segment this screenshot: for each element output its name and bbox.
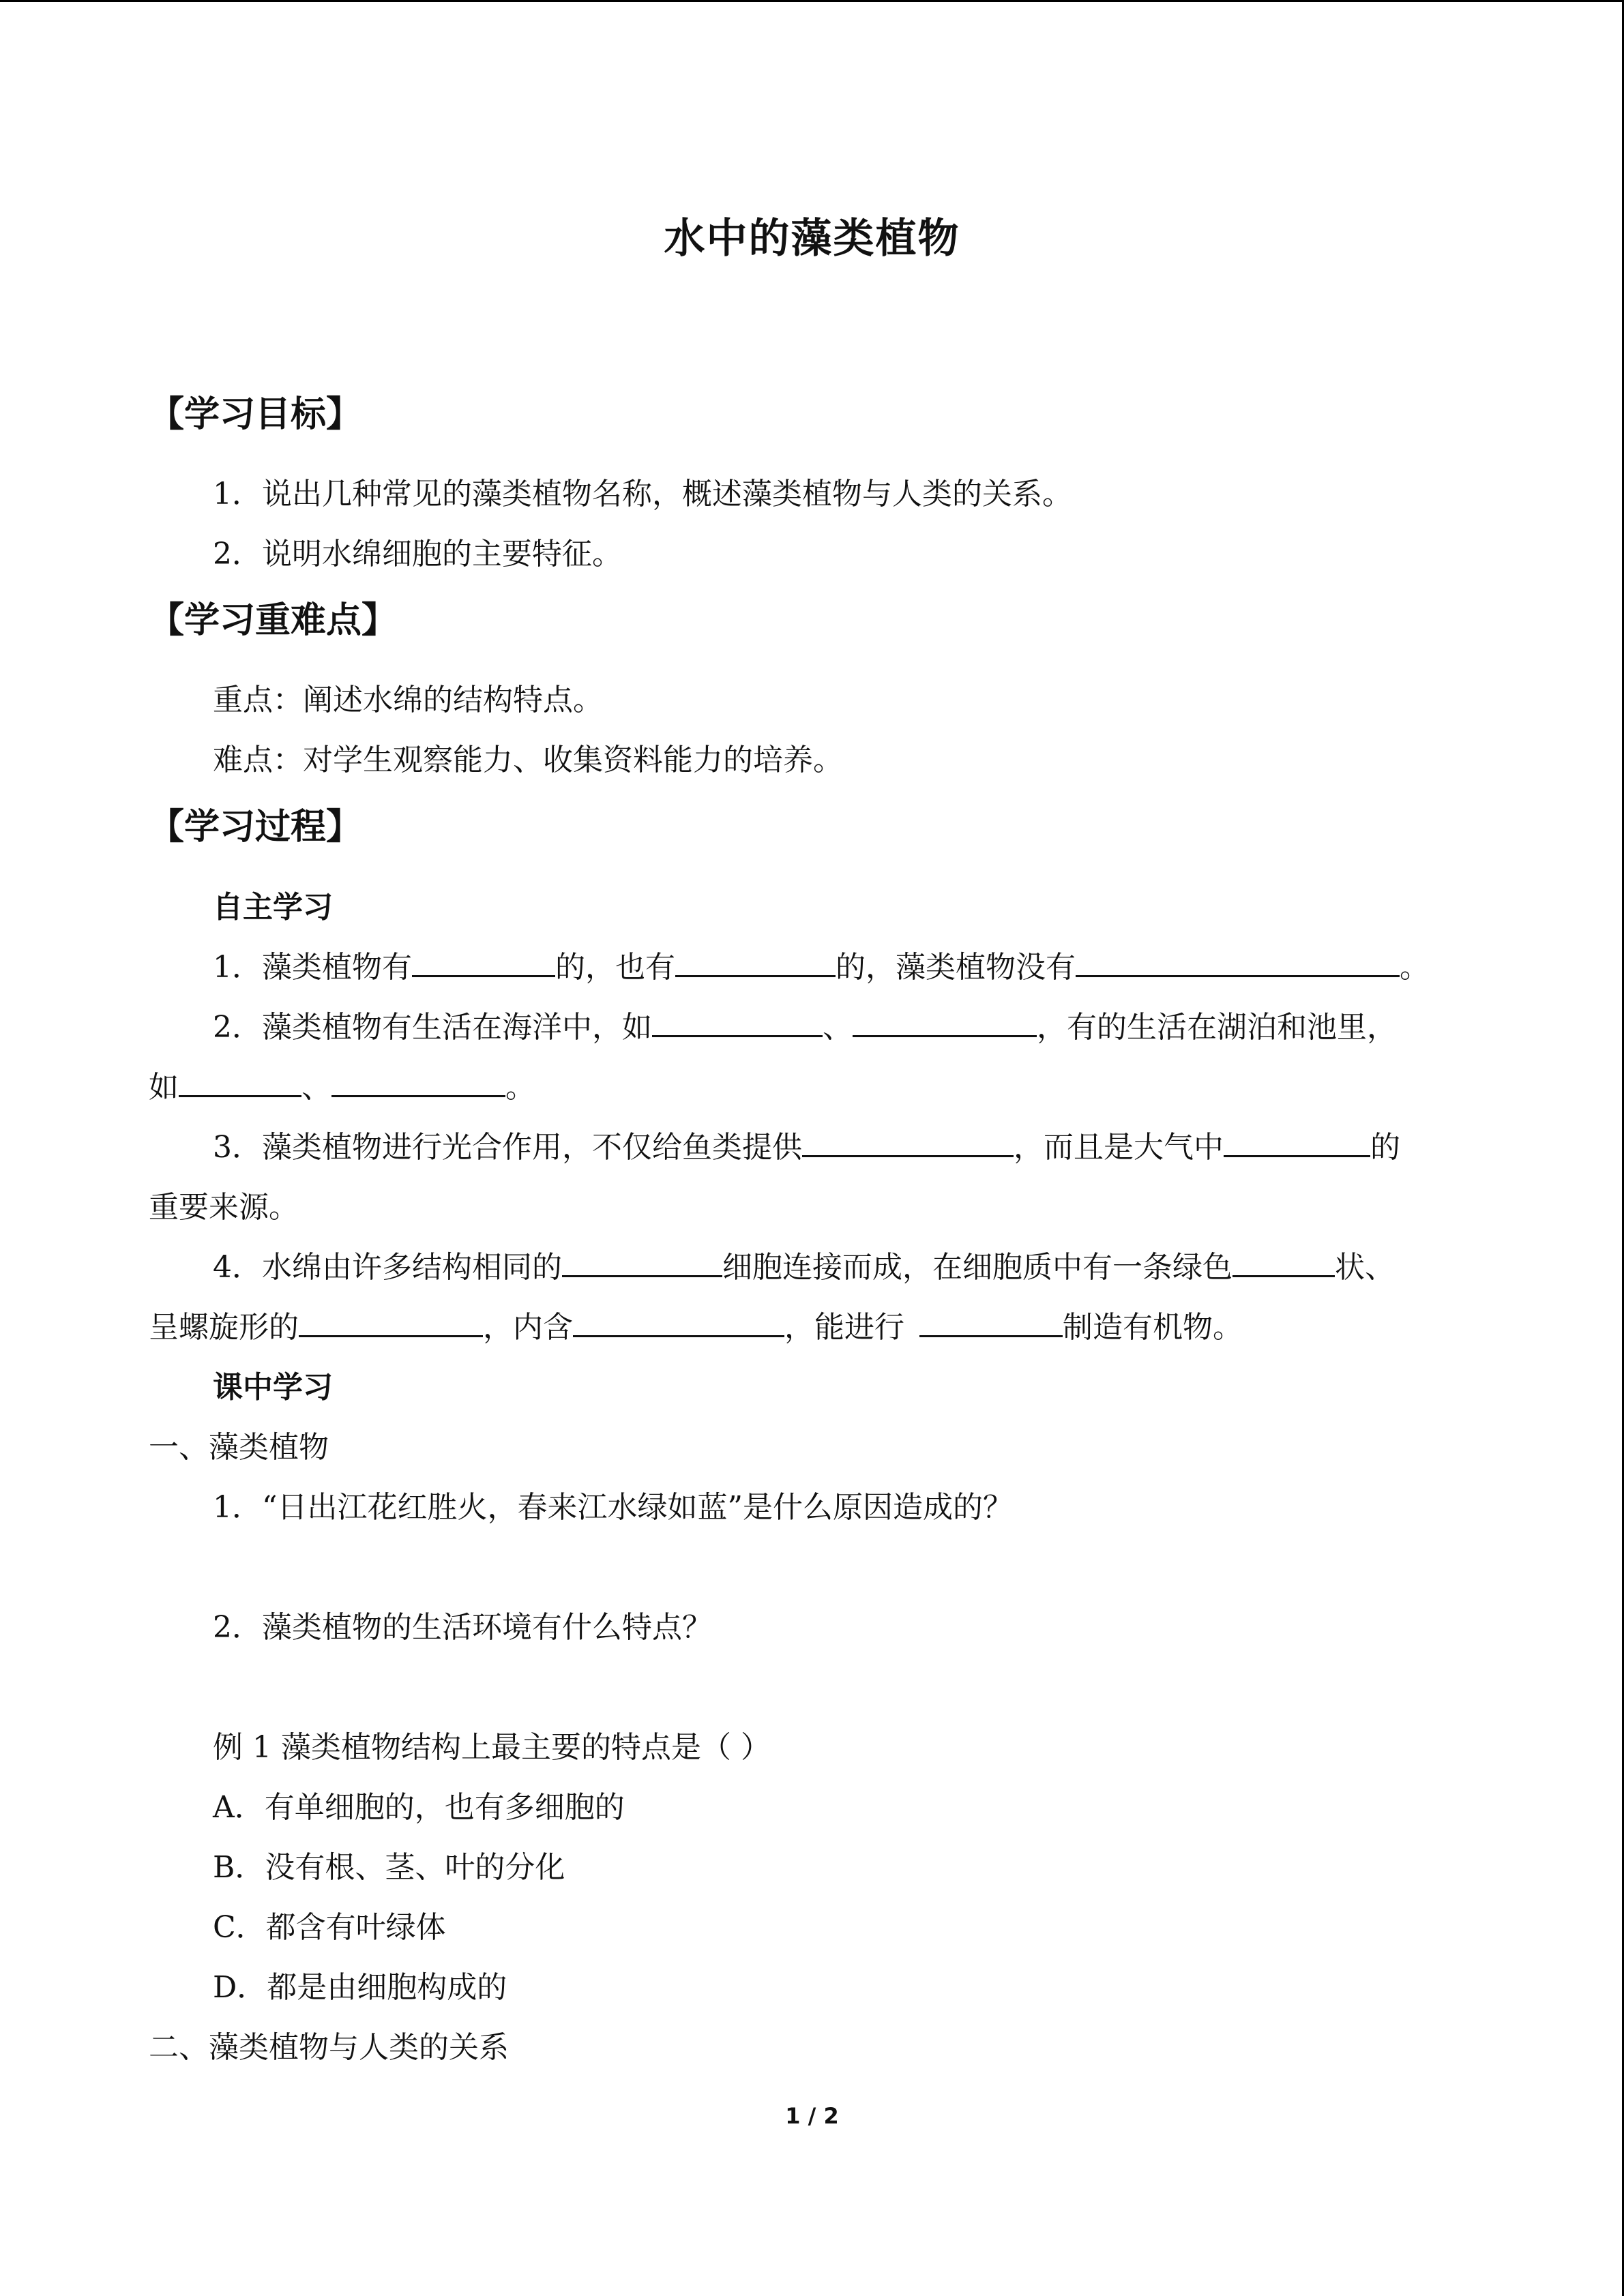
- answer-blank[interactable]: [919, 1308, 1063, 1337]
- answer-blank[interactable]: [562, 1248, 722, 1277]
- page-number: 1 / 2: [785, 2103, 839, 2129]
- q4-text-c: 状、: [1335, 1250, 1395, 1285]
- option-b: B．没有根、茎、叶的分化: [213, 1850, 565, 1885]
- fill-question-3-line-1: [213, 1125, 1400, 1170]
- part-2-heading: 二、藻类植物与人类的关系: [149, 2030, 509, 2065]
- q3-text-c: 的: [1370, 1130, 1400, 1165]
- answer-blank[interactable]: [179, 1068, 301, 1097]
- discussion-question-2: 2．藻类植物的生活环境有什么特点？: [213, 1610, 712, 1645]
- fill-question-4-line-2: [149, 1305, 1243, 1350]
- objective-2: 2．说明水绵细胞的主要特征。: [213, 537, 622, 571]
- option-c: C．都含有叶绿体: [213, 1910, 446, 1945]
- section-heading-keypoints: 【学习重难点】: [149, 600, 398, 641]
- q1-text-c: 的，藻类植物没有: [836, 950, 1076, 985]
- fill-question-3-line-2: 重要来源。: [149, 1190, 299, 1225]
- q4-text-e: ，内含: [483, 1310, 573, 1345]
- discussion-question-1: 1．“日出江花红胜火，春来江水绿如蓝”是什么原因造成的？: [213, 1490, 1013, 1525]
- answer-blank[interactable]: [1224, 1128, 1370, 1157]
- answer-blank[interactable]: [652, 1008, 823, 1037]
- part-1-heading: 一、藻类植物: [149, 1430, 329, 1465]
- q2-text-e: 、: [301, 1070, 331, 1105]
- q4-text-g: 制造有机物。: [1063, 1310, 1243, 1345]
- page-border-top: [0, 0, 1624, 2]
- document-title: 水中的藻类植物: [664, 215, 960, 263]
- fill-question-1: [213, 945, 1430, 990]
- q3-text-a: 3．藻类植物进行光合作用，不仅给鱼类提供: [213, 1130, 802, 1165]
- answer-blank[interactable]: [1076, 948, 1400, 977]
- answer-blank[interactable]: [1232, 1248, 1335, 1277]
- q3-text-b: ，而且是大气中: [1014, 1130, 1224, 1165]
- fill-question-4-line-1: [213, 1245, 1395, 1290]
- keypoint-difficulty: 难点：对学生观察能力、收集资料能力的培养。: [213, 743, 843, 777]
- answer-blank[interactable]: [802, 1128, 1014, 1157]
- answer-blank[interactable]: [331, 1068, 505, 1097]
- q4-text-f: ，能进行: [784, 1310, 904, 1345]
- keypoint-focus: 重点：阐述水绵的结构特点。: [213, 683, 603, 717]
- in-class-heading: 课中学习: [213, 1370, 333, 1405]
- q1-text-b: 的，也有: [555, 950, 675, 985]
- example-question-1: 例 1 藻类植物结构上最主要的特点是（ ）: [213, 1730, 771, 1765]
- section-heading-objectives: 【学习目标】: [149, 394, 362, 435]
- option-a: A．有单细胞的，也有多细胞的: [213, 1790, 625, 1825]
- q2-text-d: 如: [149, 1070, 179, 1105]
- section-heading-process: 【学习过程】: [149, 807, 362, 848]
- self-study-heading: 自主学习: [213, 890, 333, 925]
- q2-text-c: ，有的生活在湖泊和池里，: [1037, 1010, 1397, 1045]
- objective-1: 1．说出几种常见的藻类植物名称，概述藻类植物与人类的关系。: [213, 477, 1072, 511]
- answer-blank[interactable]: [853, 1008, 1037, 1037]
- answer-blank[interactable]: [299, 1308, 483, 1337]
- option-d: D．都是由细胞构成的: [213, 1970, 507, 2005]
- q1-text-a: 1．藻类植物有: [213, 950, 412, 985]
- q1-text-d: 。: [1400, 950, 1430, 985]
- fill-question-2-line-1: [213, 1005, 1397, 1050]
- q4-text-b: 细胞连接而成，在细胞质中有一条绿色: [722, 1250, 1232, 1285]
- q2-text-a: 2．藻类植物有生活在海洋中，如: [213, 1010, 652, 1045]
- q4-text-a: 4．水绵由许多结构相同的: [213, 1250, 562, 1285]
- answer-blank[interactable]: [675, 948, 836, 977]
- answer-blank[interactable]: [412, 948, 555, 977]
- answer-blank[interactable]: [573, 1308, 784, 1337]
- fill-question-2-line-2: [149, 1065, 535, 1110]
- q2-text-f: 。: [505, 1070, 535, 1105]
- q2-text-b: 、: [823, 1010, 853, 1045]
- q4-text-d: 呈螺旋形的: [149, 1310, 299, 1345]
